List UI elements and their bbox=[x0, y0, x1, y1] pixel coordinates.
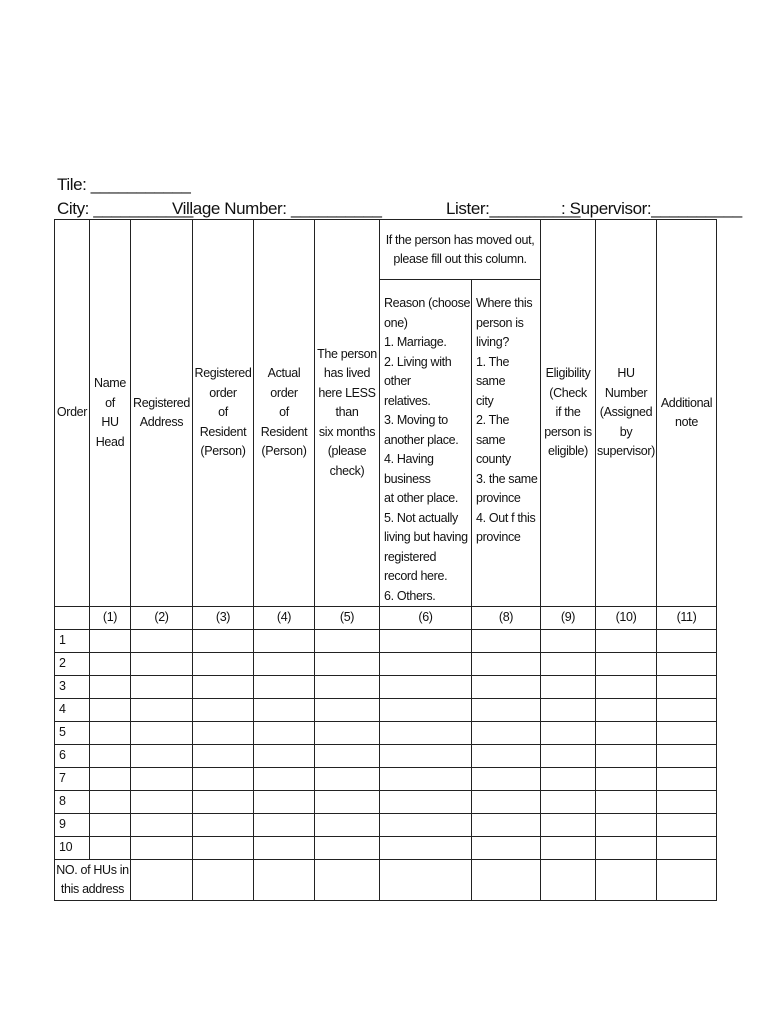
entry-cell[interactable] bbox=[131, 745, 193, 768]
entry-cell[interactable] bbox=[193, 722, 254, 745]
entry-cell[interactable] bbox=[657, 837, 717, 860]
entry-cell[interactable] bbox=[131, 676, 193, 699]
entry-cell[interactable] bbox=[657, 745, 717, 768]
entry-cell[interactable] bbox=[541, 791, 596, 814]
table-row bbox=[55, 699, 717, 722]
entry-cell[interactable] bbox=[315, 699, 380, 722]
header-moved-out-note: If the person has moved out, please fill out this column. bbox=[380, 220, 541, 280]
table-row bbox=[55, 745, 717, 768]
blank-cell bbox=[596, 860, 657, 901]
entry-cell[interactable] bbox=[193, 814, 254, 837]
header-actual-order: Actual order of Resident (Person) bbox=[254, 220, 315, 607]
entry-cell[interactable] bbox=[254, 630, 315, 653]
entry-cell[interactable] bbox=[472, 653, 541, 676]
table-row bbox=[55, 630, 717, 653]
column-number: (1) bbox=[90, 607, 131, 630]
city-line: City: ___________ bbox=[57, 199, 193, 218]
entry-cell[interactable] bbox=[254, 676, 315, 699]
entry-cell[interactable] bbox=[657, 768, 717, 791]
entry-cell[interactable] bbox=[90, 676, 131, 699]
column-number: (2) bbox=[131, 607, 193, 630]
entry-cell[interactable] bbox=[193, 791, 254, 814]
entry-cell[interactable] bbox=[315, 722, 380, 745]
entry-cell[interactable] bbox=[380, 699, 472, 722]
entry-cell[interactable] bbox=[90, 837, 131, 860]
entry-cell[interactable] bbox=[596, 676, 657, 699]
entry-cell[interactable] bbox=[315, 791, 380, 814]
blank-cell bbox=[541, 860, 596, 901]
entry-cell[interactable] bbox=[254, 814, 315, 837]
entry-cell[interactable] bbox=[131, 814, 193, 837]
entry-cell[interactable] bbox=[193, 745, 254, 768]
entry-cell[interactable] bbox=[254, 722, 315, 745]
blank-cell bbox=[472, 860, 541, 901]
entry-cell[interactable] bbox=[596, 768, 657, 791]
column-number: (3) bbox=[193, 607, 254, 630]
entry-cell[interactable] bbox=[380, 837, 472, 860]
entry-cell[interactable] bbox=[193, 699, 254, 722]
entry-cell[interactable] bbox=[131, 791, 193, 814]
entry-cell[interactable] bbox=[315, 676, 380, 699]
row-number: 10 bbox=[55, 837, 90, 860]
blank-cell bbox=[193, 860, 254, 901]
entry-cell[interactable] bbox=[254, 745, 315, 768]
header-where-living: Where this person is living? 1. The same city 2. The same county 3. the same province 4. Out f this province bbox=[472, 280, 541, 607]
lister-line: Lister:__________ bbox=[446, 199, 581, 218]
village-number-line: Village Number: __________ bbox=[172, 199, 382, 218]
entry-cell[interactable] bbox=[315, 630, 380, 653]
entry-cell[interactable] bbox=[193, 837, 254, 860]
entry-cell[interactable] bbox=[380, 630, 472, 653]
header-registered-order: Registered order of Resident (Person) bbox=[193, 220, 254, 607]
entry-cell[interactable] bbox=[596, 722, 657, 745]
entry-cell[interactable] bbox=[657, 722, 717, 745]
entry-cell[interactable] bbox=[131, 630, 193, 653]
entry-cell[interactable] bbox=[596, 653, 657, 676]
entry-cell[interactable] bbox=[472, 791, 541, 814]
entry-cell[interactable] bbox=[193, 676, 254, 699]
table-row bbox=[55, 791, 717, 814]
header-additional-note: Additional note bbox=[657, 220, 717, 607]
table-row bbox=[55, 837, 717, 860]
entry-cell[interactable] bbox=[380, 676, 472, 699]
header-hu-number: HU Number (Assigned by supervisor) bbox=[596, 220, 657, 607]
entry-cell[interactable] bbox=[380, 722, 472, 745]
entry-cell[interactable] bbox=[472, 630, 541, 653]
entry-cell[interactable] bbox=[657, 791, 717, 814]
entry-cell[interactable] bbox=[596, 699, 657, 722]
header-hu-head-name: Name of HU Head bbox=[90, 220, 131, 607]
entry-cell[interactable] bbox=[657, 630, 717, 653]
column-number: (11) bbox=[657, 607, 717, 630]
entry-cell[interactable] bbox=[380, 791, 472, 814]
entry-cell[interactable] bbox=[657, 814, 717, 837]
entry-cell[interactable] bbox=[541, 814, 596, 837]
column-number: (6) bbox=[380, 607, 472, 630]
entry-cell[interactable] bbox=[254, 791, 315, 814]
column-number: (9) bbox=[541, 607, 596, 630]
table-row bbox=[55, 676, 717, 699]
row-number: 9 bbox=[55, 814, 90, 837]
header-row-top bbox=[55, 220, 717, 280]
entry-cell[interactable] bbox=[472, 699, 541, 722]
entry-cell[interactable] bbox=[541, 630, 596, 653]
entry-cell[interactable] bbox=[380, 653, 472, 676]
entry-cell[interactable] bbox=[315, 837, 380, 860]
entry-cell[interactable] bbox=[596, 745, 657, 768]
row-number: 8 bbox=[55, 791, 90, 814]
entry-cell[interactable] bbox=[472, 745, 541, 768]
entry-cell[interactable] bbox=[541, 653, 596, 676]
entry-cell[interactable] bbox=[472, 676, 541, 699]
entry-cell[interactable] bbox=[541, 768, 596, 791]
entry-cell[interactable] bbox=[472, 722, 541, 745]
table-row bbox=[55, 722, 717, 745]
row-number: 5 bbox=[55, 722, 90, 745]
entry-cell[interactable] bbox=[90, 768, 131, 791]
entry-cell[interactable] bbox=[596, 837, 657, 860]
entry-cell[interactable] bbox=[541, 676, 596, 699]
entry-cell[interactable] bbox=[657, 653, 717, 676]
entry-cell[interactable] bbox=[315, 768, 380, 791]
header-eligibility: Eligibility (Check if the person is eligible) bbox=[541, 220, 596, 607]
entry-cell[interactable] bbox=[472, 814, 541, 837]
row-number: 4 bbox=[55, 699, 90, 722]
column-number-blank bbox=[55, 607, 90, 630]
entry-cell[interactable] bbox=[131, 722, 193, 745]
total-hus-label: NO. of HUs in this address bbox=[55, 860, 131, 901]
blank-cell bbox=[315, 860, 380, 901]
entry-cell[interactable] bbox=[131, 699, 193, 722]
entry-cell[interactable] bbox=[193, 768, 254, 791]
blank-cell bbox=[254, 860, 315, 901]
entry-cell[interactable] bbox=[131, 768, 193, 791]
row-number: 3 bbox=[55, 676, 90, 699]
column-number: (8) bbox=[472, 607, 541, 630]
entry-cell[interactable] bbox=[131, 653, 193, 676]
entry-cell[interactable] bbox=[254, 837, 315, 860]
column-number: (4) bbox=[254, 607, 315, 630]
entry-cell[interactable] bbox=[657, 676, 717, 699]
entry-cell[interactable] bbox=[254, 699, 315, 722]
entry-cell[interactable] bbox=[90, 699, 131, 722]
header-lived-less-than-six-months: The person has lived here LESS than six months (please check) bbox=[315, 220, 380, 607]
column-number: (5) bbox=[315, 607, 380, 630]
entry-cell[interactable] bbox=[90, 722, 131, 745]
entry-cell[interactable] bbox=[254, 768, 315, 791]
entry-cell[interactable] bbox=[193, 653, 254, 676]
tile-line: Tile: ___________ bbox=[57, 175, 191, 194]
entry-cell[interactable] bbox=[541, 745, 596, 768]
entry-cell[interactable] bbox=[90, 791, 131, 814]
entry-cell[interactable] bbox=[541, 722, 596, 745]
entry-cell[interactable] bbox=[596, 814, 657, 837]
entry-cell[interactable] bbox=[472, 837, 541, 860]
blank-cell bbox=[657, 860, 717, 901]
entry-cell[interactable] bbox=[541, 699, 596, 722]
entry-cell[interactable] bbox=[315, 653, 380, 676]
row-number: 2 bbox=[55, 653, 90, 676]
entry-cell[interactable] bbox=[380, 768, 472, 791]
entry-cell[interactable] bbox=[193, 630, 254, 653]
supervisor-line: : Supervisor:__________ bbox=[561, 199, 742, 218]
entry-cell[interactable] bbox=[380, 814, 472, 837]
data-rows bbox=[55, 630, 717, 860]
entry-cell[interactable] bbox=[472, 768, 541, 791]
entry-cell[interactable] bbox=[90, 814, 131, 837]
column-number: (10) bbox=[596, 607, 657, 630]
entry-cell[interactable] bbox=[596, 791, 657, 814]
entry-cell[interactable] bbox=[596, 630, 657, 653]
entry-cell[interactable] bbox=[657, 699, 717, 722]
total-hus-field[interactable] bbox=[131, 860, 193, 901]
column-number-row bbox=[55, 607, 717, 630]
total-hus-row bbox=[55, 860, 717, 901]
table-row bbox=[55, 768, 717, 791]
entry-cell[interactable] bbox=[131, 837, 193, 860]
entry-cell[interactable] bbox=[90, 630, 131, 653]
entry-cell[interactable] bbox=[254, 653, 315, 676]
entry-cell[interactable] bbox=[541, 837, 596, 860]
listing-form-table bbox=[54, 219, 717, 901]
table-row bbox=[55, 814, 717, 837]
entry-cell[interactable] bbox=[315, 814, 380, 837]
entry-cell[interactable] bbox=[90, 653, 131, 676]
blank-cell bbox=[380, 860, 472, 901]
entry-cell[interactable] bbox=[380, 745, 472, 768]
row-number: 6 bbox=[55, 745, 90, 768]
row-number: 7 bbox=[55, 768, 90, 791]
header-reason: Reason (choose one) 1. Marriage. 2. Living with other relatives. 3. Moving to another place. 4. Having business at other place. 5. Not actually living but having registered record here. 6. Others. bbox=[380, 280, 472, 607]
table-row bbox=[55, 653, 717, 676]
entry-cell[interactable] bbox=[90, 745, 131, 768]
row-number: 1 bbox=[55, 630, 90, 653]
header-order: Order bbox=[55, 220, 90, 607]
entry-cell[interactable] bbox=[315, 745, 380, 768]
header-registered-address: Registered Address bbox=[131, 220, 193, 607]
